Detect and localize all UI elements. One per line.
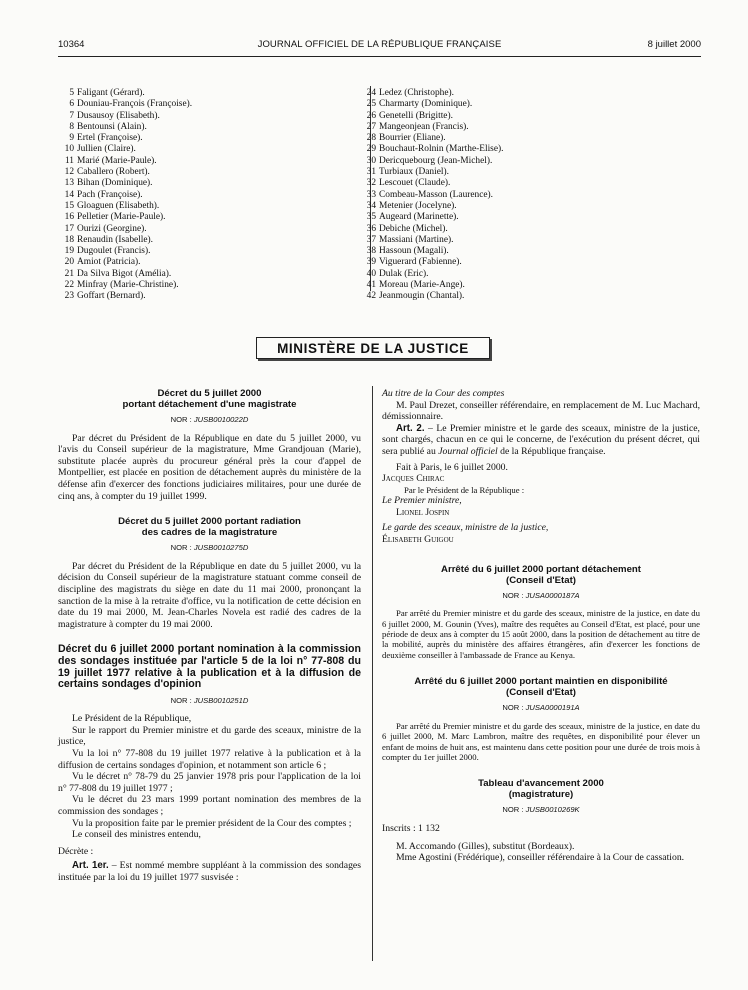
list-item — [60, 269, 192, 280]
list-item-number: 42 — [366, 291, 376, 302]
ministry-heading: MINISTÈRE DE LA JUSTICE — [256, 337, 490, 359]
list-item-name: Minfray (Marie-Christine). — [77, 280, 179, 291]
list-item-number: 36 — [366, 223, 376, 234]
list-item-number: 34 — [366, 200, 376, 211]
list-item-name: Bourrier (Eliane). — [379, 133, 446, 144]
list-item-number: 25 — [366, 99, 376, 110]
list-item — [362, 99, 503, 110]
premier-ministre-label: Le Premier ministre, — [382, 495, 462, 507]
list-item-name: Amiot (Patricia). — [77, 257, 141, 268]
tableau-title: Tableau d'avancement 2000 (magistrature) — [478, 778, 604, 801]
list-item-name: Debiche (Michel). — [379, 223, 448, 234]
page-number: 10364 — [58, 39, 85, 50]
list-item — [60, 212, 192, 223]
list-item-name: Combeau-Masson (Laurence). — [379, 189, 494, 200]
list-item-number: 27 — [366, 121, 376, 132]
decret3-title: Décret du 6 juillet 2000 portant nomination à la commission des sondages instituée par l'article 5 de la loi n° 77-808 du 19 juillet 1977 relative à la publication et à la diffusion de certains sondages d'opinion — [58, 643, 361, 691]
signature-guigou: Élisabeth Guigou — [382, 533, 454, 545]
list-item-number: 38 — [366, 246, 376, 257]
list-item — [362, 144, 503, 155]
decrete-label: Décrète : — [58, 845, 94, 857]
list-item-name: Charmarty (Dominique). — [379, 99, 473, 110]
list-item-name: Genetelli (Brigitte). — [379, 110, 453, 121]
list-item-name: Dericquebourg (Jean-Michel). — [379, 155, 493, 166]
list-item-name: Goffart (Bernard). — [77, 291, 146, 302]
list-item-number: 22 — [64, 280, 74, 291]
tableau-nor: NOR : JUSB0010269K — [502, 805, 580, 815]
list-item-name: Moreau (Marie-Ange). — [379, 280, 465, 291]
signature-jospin: Lionel Jospin — [396, 506, 450, 518]
list-item-name: Pelletier (Marie-Paule). — [77, 212, 166, 223]
list-item — [60, 88, 192, 99]
list-item — [60, 201, 192, 212]
list-item-name: Bihan (Dominique). — [77, 178, 153, 189]
list-item — [60, 257, 192, 268]
list-item-number: 8 — [69, 121, 74, 132]
list-item-number: 11 — [64, 155, 74, 166]
decret3-nor: NOR : JUSB0010251D — [170, 695, 249, 705]
list-item-name: Gloaguen (Elisabeth). — [77, 200, 160, 211]
list-item-name: Jullien (Claire). — [77, 144, 136, 155]
list-item-name: Faligant (Gérard). — [77, 88, 145, 98]
decret2-nor: NOR : JUSB0010275D — [170, 543, 249, 553]
list-item — [60, 246, 192, 257]
name-list-right — [362, 88, 503, 303]
list-item-name: Dusausoy (Elisabeth). — [77, 110, 160, 121]
inscrits-count: Inscrits : 1 132 — [382, 822, 440, 834]
list-item-number: 29 — [366, 144, 376, 155]
list-item-name: Renaudin (Isabelle). — [77, 234, 154, 245]
list-item — [362, 212, 503, 223]
list-item-name: Augeard (Marinette). — [379, 212, 459, 223]
list-item-number: 14 — [64, 189, 74, 200]
list-item-number: 31 — [366, 167, 376, 178]
arrete1-title: Arrêté du 6 juillet 2000 portant détachement (Conseil d'Etat) — [441, 563, 641, 586]
list-item-number: 39 — [366, 257, 376, 268]
list-item-number: 32 — [366, 178, 376, 189]
drezet-nomination: M. Paul Drezet, conseiller référendaire, en remplacement de M. Luc Machard, démissionnaire. — [382, 399, 700, 423]
list-item — [60, 178, 192, 189]
list-item — [362, 167, 503, 178]
list-item-name: Lescouet (Claude). — [379, 178, 451, 189]
tableau-entry: Mme Agostini (Frédérique), conseiller référendaire à la Cour de cassation. — [396, 852, 685, 864]
decret3-visa: Sur le rapport du Premier ministre et du garde des sceaux, ministre de la justice, — [58, 724, 361, 748]
list-item-name: Hassoun (Magali). — [379, 246, 449, 257]
decret3-visa: Le conseil des ministres entendu, — [72, 829, 201, 841]
list-item — [362, 235, 503, 246]
decret1-body: Par décret du Président de la République en date du 5 juillet 2000, vu l'avis du Conseil supérieur de la magistrature, Mme Grandjouan (Marie), substitute placée auprès du procureur général près la cour d'appel de Montpellier, est placée en position de détachement auprès du ministère de la défense afin d'exercer des fonctions judiciaires militaires, pour une durée de cinq ans, à compter du 19 juillet 1999. — [58, 432, 361, 502]
list-item — [362, 133, 503, 144]
list-item-name: Caballero (Robert). — [77, 167, 150, 178]
list-item — [60, 167, 192, 178]
list-item — [362, 291, 503, 302]
list-item-name: Douniau-François (Françoise). — [77, 99, 193, 110]
list-item-number: 23 — [64, 291, 74, 302]
list-item-number: 40 — [366, 268, 376, 279]
list-item — [362, 269, 503, 280]
list-item — [60, 235, 192, 246]
list-item-name: Jeanmougin (Chantal). — [379, 291, 465, 302]
list-item-number: 16 — [64, 212, 74, 223]
list-item — [362, 246, 503, 257]
list-item-number: 10 — [64, 144, 74, 155]
decret3-preamble: Le Président de la République, — [72, 713, 192, 725]
list-item-name: Dulak (Eric). — [379, 268, 429, 279]
list-item — [60, 156, 192, 167]
list-item-number: 24 — [366, 88, 376, 98]
decret1-nor: NOR : JUSB0010022D — [170, 415, 249, 424]
list-item-number: 37 — [366, 234, 376, 245]
list-item-name: Bentounsi (Alain). — [77, 121, 147, 132]
list-item-name: Pach (Françoise). — [77, 189, 143, 200]
list-item-name: Ourizi (Georgine). — [77, 223, 147, 234]
article-2: Art. 2. – Le Premier ministre et le garde des sceaux, ministre de la justice, sont chargés, chacun en ce qui le concerne, de l'exécution du présent décret, qui sera publié au Journal officiel de la République française. — [382, 422, 700, 457]
arrete1-body: Par arrêté du Premier ministre et du garde des sceaux, ministre de la justice, en date du 6 juillet 2000, M. Gounin (Yves), maître des requêtes au Conseil d'Etat, est placé, pour une période de deux ans à compter du 15 août 2000, dans la position de détachement au titre de la mobilité, auprès du ministère des affaires étrangères, afin d'exercer les fonctions de deuxième conseiller à l'ambassade de France au Kenya. — [382, 608, 700, 660]
list-item-name: Mangeonjean (Francis). — [379, 121, 469, 132]
list-item — [362, 156, 503, 167]
list-item-number: 12 — [64, 167, 74, 178]
list-item — [362, 201, 503, 212]
cour-des-comptes-heading: Au titre de la Cour des comptes — [382, 388, 505, 399]
list-item — [60, 190, 192, 201]
decret2-title: Décret du 5 juillet 2000 portant radiation des cadres de la magistrature — [118, 516, 301, 539]
list-item — [362, 190, 503, 201]
arrete2-title: Arrêté du 6 juillet 2000 portant maintien en disponibilité (Conseil d'Etat) — [414, 676, 668, 699]
list-item — [60, 133, 192, 144]
list-item-name: Viguerard (Fabienne). — [379, 257, 462, 268]
issue-date: 8 juillet 2000 — [647, 39, 701, 50]
arrete2-body: Par arrêté du Premier ministre et du garde des sceaux, ministre de la justice, en date du 6 juillet 2000, M. Marc Lambron, maître des requêtes, en disponibilité pour élever un enfant de moins de huit ans, est maintenu dans cette position pour une durée de trois mois à compter du 1er juillet 2000. — [382, 720, 700, 762]
list-item — [362, 224, 503, 235]
list-item — [362, 257, 503, 268]
signature-chirac: Jacques Chirac — [382, 473, 445, 485]
left-column — [58, 388, 361, 884]
list-item-number: 17 — [64, 223, 74, 234]
journal-title: JOURNAL OFFICIEL DE LA RÉPUBLIQUE FRANÇAISE — [257, 39, 502, 50]
list-item — [60, 144, 192, 155]
list-item — [362, 280, 503, 291]
list-item-name: Marié (Marie-Paule). — [77, 155, 157, 166]
list-item-number: 6 — [69, 99, 74, 110]
list-item-number: 13 — [64, 178, 74, 189]
list-item-name: Ertel (Françoise). — [77, 133, 143, 144]
decret3-visa: Vu le décret n° 78-79 du 25 janvier 1978 pris pour l'application de la loi n° 77-808 du 19 juillet 1977 ; — [58, 771, 361, 794]
list-item-number: 18 — [64, 234, 74, 245]
list-item — [60, 224, 192, 235]
list-item-number: 28 — [366, 133, 376, 144]
arrete2-nor: NOR : JUSA0000191A — [502, 703, 580, 713]
list-item — [60, 99, 192, 110]
list-item-name: Massiani (Martine). — [379, 234, 454, 245]
list-item — [60, 280, 192, 291]
decret2-body: Par décret du Président de la République en date du 5 juillet 2000, vu la décision du Conseil supérieur de la magistrature statuant comme conseil de discipline des magistrats du siège en date du 11 mai 2000, prononçant la sanction de la mise à la retraite d'office, vu la notification de cette décision en date du 19 mai 2000, M. Jean-Charles Novela est radié des cadres de la magistrature à compter du 19 mai 2000. — [58, 560, 361, 630]
decret3-visa: Vu la loi n° 77-808 du 19 juillet 1977 relative à la publication et à la diffusion de certains sondages d'opinion, et notamment son article 6 ; — [58, 748, 361, 771]
list-item-name: Turbiaux (Daniel). — [379, 167, 449, 178]
list-item — [60, 111, 192, 122]
arrete1-nor: NOR : JUSA0000187A — [502, 590, 580, 600]
list-item-name: Ledez (Christophe). — [379, 88, 454, 98]
list-item — [60, 291, 192, 302]
garde-des-sceaux-label: Le garde des sceaux, ministre de la justice, — [382, 522, 549, 534]
list-item-name: Bouchaut-Rolnin (Marthe-Elise). — [379, 144, 504, 155]
list-item-number: 5 — [69, 88, 74, 98]
list-item-number: 7 — [69, 110, 74, 121]
name-list-left — [60, 88, 192, 303]
header-rule — [58, 56, 701, 57]
fait-a-paris: Fait à Paris, le 6 juillet 2000. — [396, 461, 508, 473]
list-item-number: 9 — [69, 133, 74, 144]
list-item-number: 30 — [366, 155, 376, 166]
right-column — [382, 388, 700, 864]
list-item-number: 20 — [64, 257, 74, 268]
list-item-number: 35 — [366, 212, 376, 223]
list-item-name: Metenier (Jocelyne). — [379, 200, 457, 211]
list-item-number: 26 — [366, 110, 376, 121]
column-divider — [372, 386, 373, 961]
list-item-number: 15 — [64, 200, 74, 211]
par-le-president: Par le Président de la République : — [404, 484, 525, 495]
list-item-number: 33 — [366, 189, 376, 200]
decret3-visa: Vu le décret du 23 mars 1999 portant nomination des membres de la commission des sondages ; — [58, 794, 361, 818]
list-item-number: 19 — [64, 246, 74, 257]
list-item — [362, 178, 503, 189]
list-item-name: Dugoulet (Francis). — [77, 246, 151, 257]
decret1-title: Décret du 5 juillet 2000 portant détachement d'une magistrate — [122, 388, 297, 410]
article-1: Art. 1er. – Est nommé membre suppléant à la commission des sondages instituée par la loi du 19 juillet 1977 susvisée : — [58, 860, 361, 883]
list-item-name: Da Silva Bigot (Amélia). — [77, 268, 172, 279]
decret3-visa: Vu la proposition faite par le premier président de la Cour des comptes ; — [72, 817, 352, 829]
list-item — [362, 111, 503, 122]
list-item-number: 41 — [366, 280, 376, 291]
list-item-number: 21 — [64, 268, 74, 279]
tableau-entry: M. Accomando (Gilles), substitut (Bordeaux). — [396, 840, 575, 852]
list-item — [60, 122, 192, 133]
list-item — [362, 88, 503, 99]
list-item — [362, 122, 503, 133]
